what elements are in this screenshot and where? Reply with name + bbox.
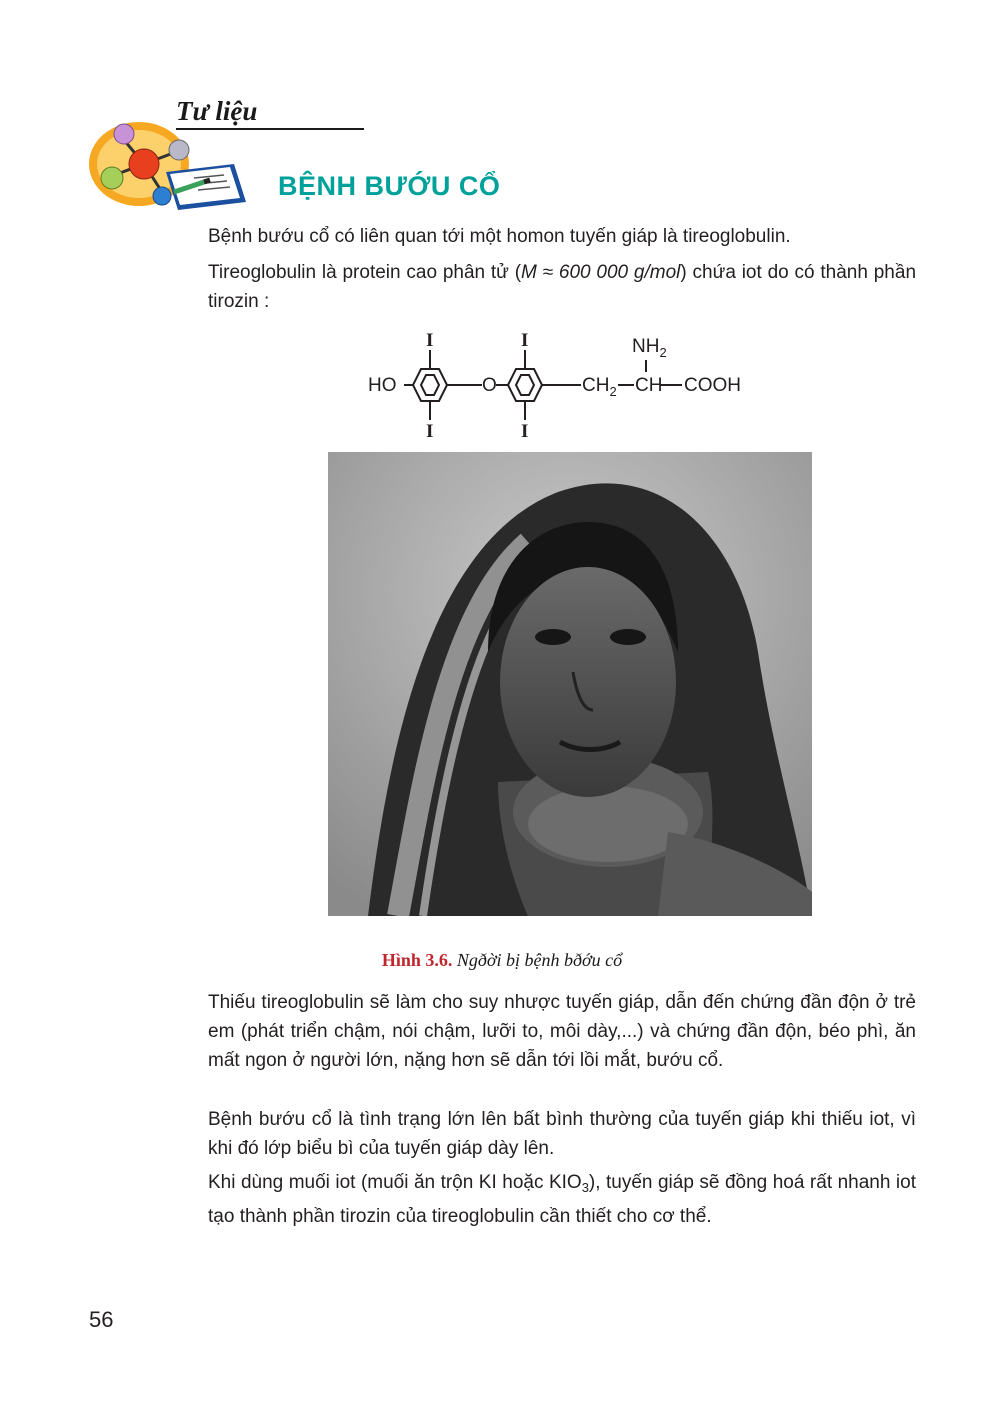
- benzene-ring-1: [413, 369, 447, 401]
- figure-number: Hình 3.6.: [381, 950, 453, 970]
- intro-p2-start: Tireoglobulin là protein cao phân tử (: [208, 262, 522, 283]
- formula-ch: CH: [635, 375, 663, 396]
- formula-iodine-2: I: [426, 421, 434, 442]
- formula-iodine-4: I: [521, 421, 529, 442]
- figure-caption-text: Ngðời bị bệnh bðớu cổ: [456, 950, 623, 970]
- goiter-patient-photo: [328, 452, 812, 916]
- formula-ch2: $CH_2$: [582, 375, 617, 399]
- benzene-ring-2: [508, 369, 542, 401]
- formula-iodine-1: I: [426, 330, 434, 351]
- formula-bridge-o: O: [482, 375, 497, 396]
- intro-paragraph-2: [208, 258, 916, 316]
- notebook-icon: [166, 164, 246, 210]
- body-paragraph-1: Thiếu tireoglobulin sẽ làm cho suy nhược tuyến giáp, dẫn đến chứng đần độn ở trẻ em (phát triển chậm, nói chậm, lưỡi to, môi dày,...) và chứng đần độn, béo phì, ăn mất ngon ở người lớn, nặng hơn sẽ dẫn tới lồi mắt, bướu cổ.: [208, 992, 916, 1071]
- section-label: Tư liệu: [176, 96, 258, 126]
- section-icon: [84, 112, 264, 222]
- kio3-subscript: 3: [581, 1180, 589, 1195]
- page-title: BỆNH BƯỚU CỔ: [278, 171, 501, 201]
- body-paragraph-2: Bệnh bướu cổ là tình trạng lớn lên bất bình thường của tuyến giáp khi thiếu iot, vì khi đó lớp biểu bì của tuyến giáp dày lên.: [208, 1109, 916, 1159]
- page-number: 56: [89, 1307, 114, 1332]
- formula-iodine-3: I: [521, 330, 529, 351]
- molar-mass: M ≈ 600 000 g/mol: [521, 262, 681, 283]
- tirozin-structural-formula: [360, 320, 760, 445]
- intro-paragraph-1: Bệnh bướu cổ có liên quan tới một homon tuyến giáp là tireoglobulin.: [208, 226, 791, 247]
- formula-nh2: $NH_2$: [632, 336, 667, 360]
- body-p3-end: ), tuyến giáp sẽ đồng hoá rất nhanh iot tạo thành phần tirozin của tireoglobulin cần thiết cho cơ thể.: [208, 1172, 916, 1227]
- intro-p2-end: ) chứa iot do có thành phần tirozin :: [208, 262, 917, 312]
- body-p3-start: Khi dùng muối iot (muối ăn trộn KI hoặc KIO: [208, 1172, 582, 1193]
- figure-caption: [0, 950, 1004, 971]
- formula-cooh: COOH: [684, 375, 741, 396]
- body-paragraph-3: [208, 1168, 916, 1231]
- formula-ho: HO: [368, 375, 397, 396]
